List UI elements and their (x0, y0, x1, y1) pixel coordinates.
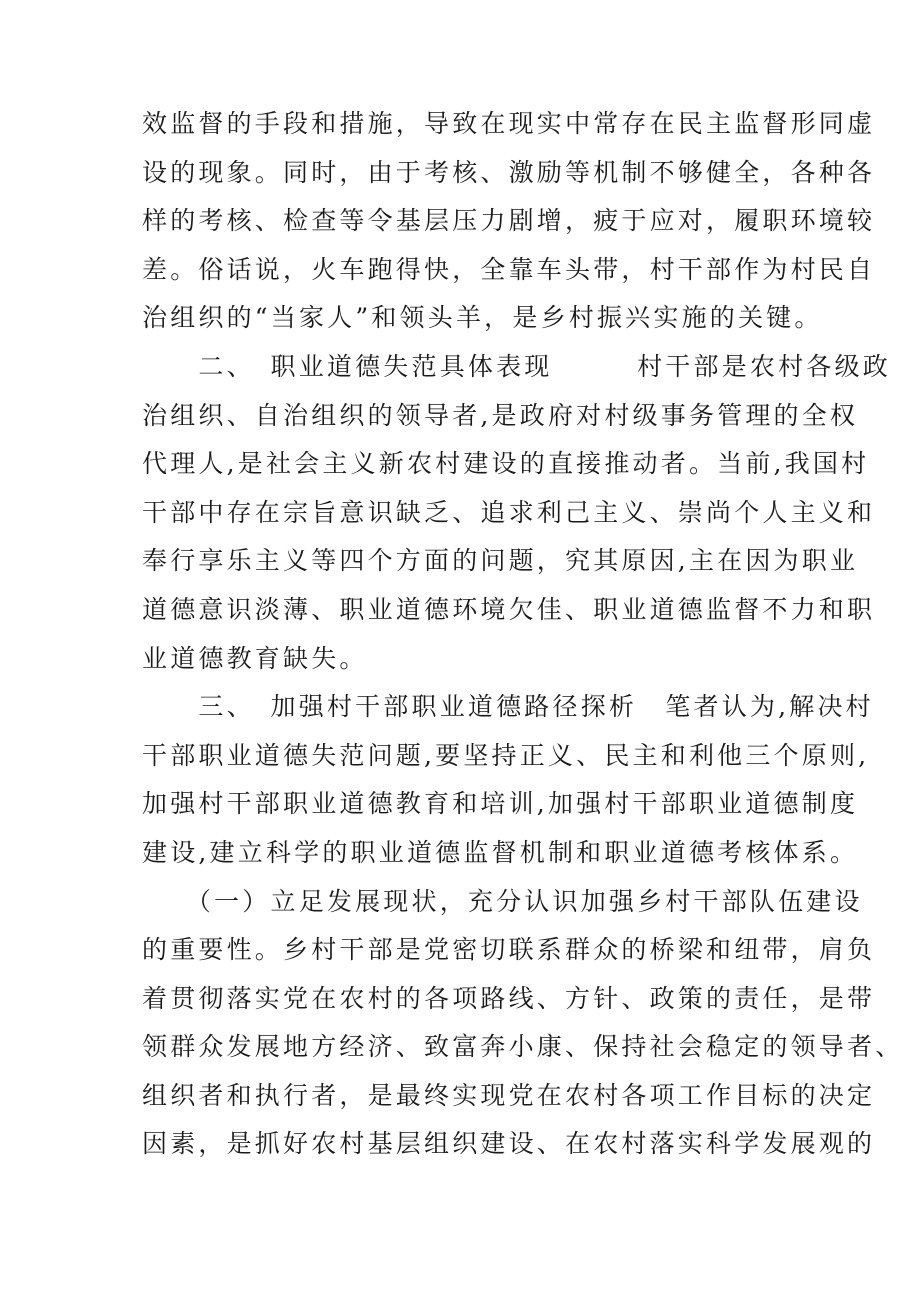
text-line: 业道德教育缺失。 (142, 643, 368, 673)
text-line: 奉行享乐主义等四个方面的问题，究其原因,主在因为职业 (142, 546, 859, 576)
text-line: 治组织、自治组织的领导者,是政府对村级事务管理的全权 (142, 400, 859, 430)
text-line: 道德意识淡薄、职业道德环境欠佳、职业道德监督不力和职 (142, 594, 876, 624)
text-line: 因素，是抓好农村基层组织建设、在农村落实科学发展观的 (142, 1129, 876, 1159)
text-line: 治组织的“当家人”和领头羊，是乡村振兴实施的关键。 (142, 303, 823, 333)
text-line: 样的考核、检查等令基层压力剧增，疲于应对，履职环境较 (142, 206, 876, 236)
text-line: 干部中存在宗旨意识缺乏、追求利己主义、崇尚个人主义和 (142, 497, 876, 527)
text-line: 设的现象。同时，由于考核、激励等机制不够健全，各种各 (142, 157, 876, 187)
text-line: 干部职业道德失范问题,要坚持正义、民主和利他三个原则, (142, 740, 870, 770)
text-line: 建设,建立科学的职业道德监督机制和职业道德考核体系。 (142, 837, 859, 867)
text-line: 差。俗话说，火车跑得快，全靠车头带，村干部作为村民自 (142, 254, 876, 284)
subsection-heading-line: （一）立足发展现状，充分认识加强乡村干部队伍建设 (142, 886, 863, 916)
section-heading-line: 三、 加强村干部职业道德路径探析 笔者认为,解决村 (142, 692, 874, 722)
text-line: 效监督的手段和措施，导致在现实中常存在民主监督形同虚 (142, 109, 876, 138)
section-heading-line: 二、 职业道德失范具体表现 村干部是农村各级政 (142, 351, 891, 381)
document-body (142, 100, 904, 1169)
text-line: 代理人,是社会主义新农村建设的直接推动者。当前,我国村 (142, 449, 870, 479)
text-line: 着贯彻落实党在农村的各项路线、方针、政策的责任，是带 (142, 983, 876, 1013)
text-line: 组织者和执行者，是最终实现党在农村各项工作目标的决定 (142, 1080, 876, 1110)
text-line: 的重要性。乡村干部是党密切联系群众的桥梁和纽带，肩负 (142, 935, 876, 965)
text-line: 加强村干部职业道德教育和培训,加强村干部职业道德制度 (142, 789, 859, 819)
text-line: 领群众发展地方经济、致富奔小康、保持社会稳定的领导者、 (142, 1032, 904, 1062)
